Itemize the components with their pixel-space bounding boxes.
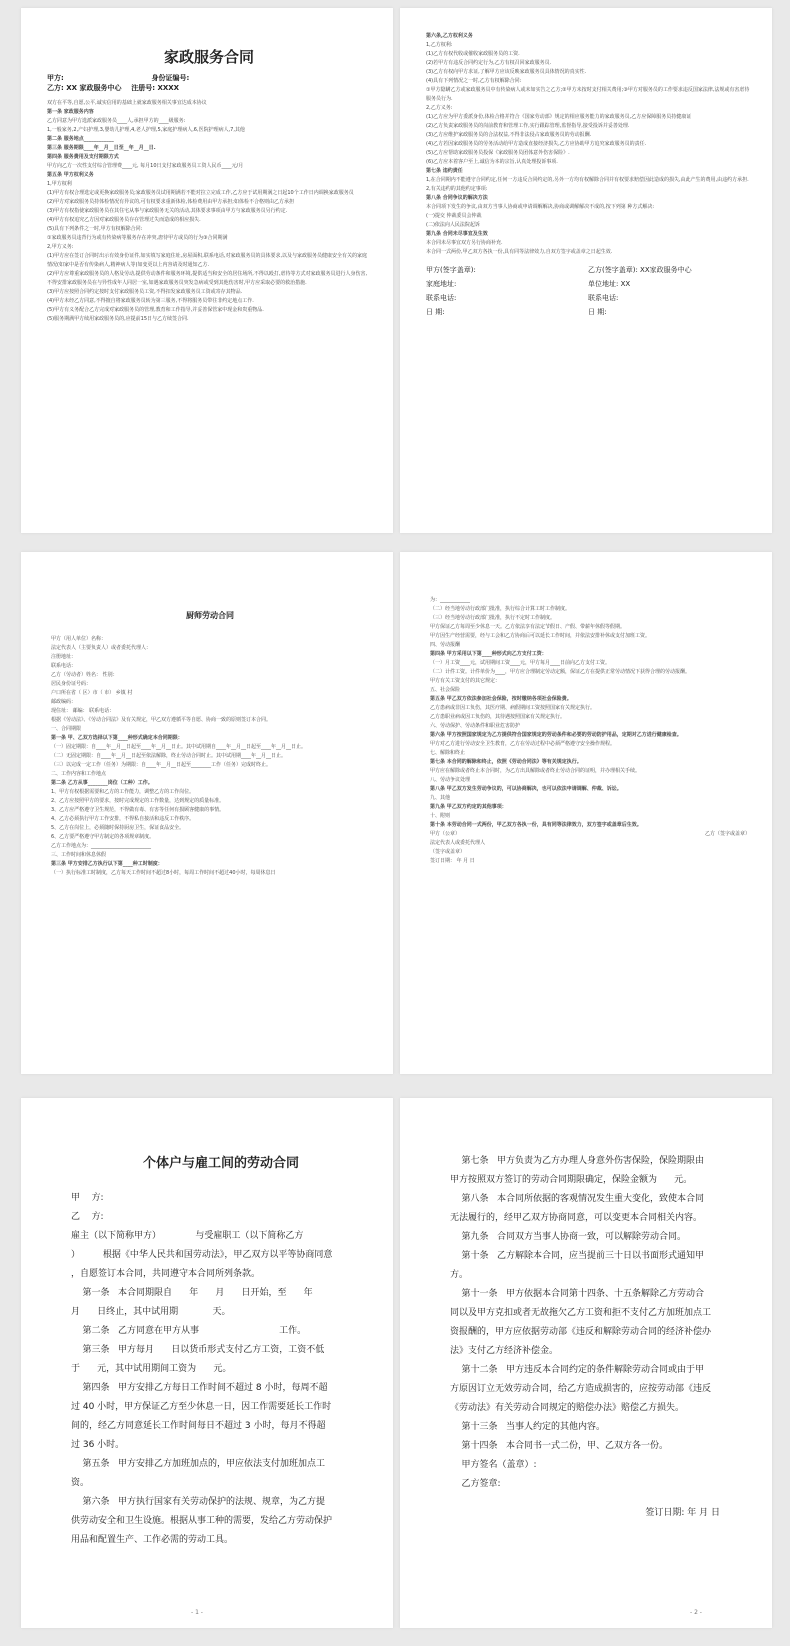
text-line: 第二条 乙方同意在甲方从事 工作。	[71, 1326, 307, 1336]
text-line: 第四条 甲方安排乙方每日工作时间不超过 8 小时，每周不超	[71, 1383, 328, 1393]
text-line: 6、乙方要严格遵守甲方制定的各项规章制度。	[51, 834, 155, 840]
signature-line: 签订日期： 年 月 日	[430, 858, 475, 864]
page2-signature-block	[426, 263, 750, 319]
text-line: 方原因订立无效劳动合同，给乙方造成损害的，应按劳动部《违反	[450, 1384, 712, 1394]
text-line: （二）计件工资。计件单价为____，甲方应合理制定劳动定额，保证乙方在提供正常劳动情况下获得合理的劳动报酬。	[430, 669, 691, 675]
text-line: 甲方（用人单位）名称：	[51, 636, 107, 642]
text-line: （三）经当地劳动行政部门批准，执行不定时工作制度。	[430, 615, 556, 621]
text-line: 2,甲方义务:	[47, 244, 74, 250]
text-line: 1,甲方权利	[47, 181, 72, 187]
text-line: 第九条 合同双方当事人协商一致，可以解除劳动合同。	[450, 1232, 687, 1242]
contract-page-5	[21, 1098, 393, 1628]
signature-line: 甲方（公章）	[430, 831, 461, 837]
text-line: 2,乙方义务:	[426, 105, 453, 111]
text-line: 第五条 甲方安排乙方加班加点的，甲应依法支付加班加点工	[71, 1459, 326, 1469]
text-line: (5)具有下列条件之一时,甲方有权解除合同:	[47, 226, 143, 232]
text-line: 第三条 甲方安排乙方执行以下第____种工时制度：	[51, 861, 163, 867]
text-line: 本合同未尽事宜双方另行协商补充.	[426, 240, 503, 246]
text-line: 甲方保证乙方每周至少休息一天。乙方依法享有法定节假日、产假、带薪年休假等假期。	[430, 624, 626, 630]
text-line: 九、其他	[430, 795, 451, 801]
text-line: 第六条,乙方权利义务	[426, 33, 473, 39]
text-line: 第七条 违约责任	[426, 168, 463, 174]
text-line: 间的，经乙方同意延长工作时间每日不超过 3 小时，每月不得超	[71, 1421, 326, 1431]
text-line: 《劳动法》有关劳动合同规定的赔偿办法》赔偿乙方损失。	[450, 1403, 685, 1413]
page6-number: - 2 -	[690, 1609, 702, 1616]
text-line: 乙 方:	[71, 1212, 104, 1222]
page1-body	[47, 99, 371, 324]
signature-row	[426, 277, 750, 291]
text-line: 甲方签名（盖章）:	[450, 1460, 537, 1470]
text-line: 乙方（劳动者）姓名： 性别：	[51, 672, 118, 678]
sign-date-line: 签订日期: 年 月 日	[645, 1508, 720, 1518]
party-a-line	[47, 73, 371, 83]
text-line: （三）以完成一定工作（任务）为期限：自____年__月__日起至________工作（任务）完成时终止。	[51, 762, 272, 768]
text-line: 月 日终止，其中试用期 天。	[71, 1307, 231, 1317]
text-line: (5)服务期满甲方续用家政服务员的,应提前15日与乙方续签合同.	[47, 316, 189, 322]
contract-page-6	[400, 1098, 772, 1628]
text-line: 法定代表人（主要负责人）或者委托代理人：	[51, 645, 152, 651]
page3-body	[51, 635, 369, 878]
text-line: 第一条 甲、乙双方选择以下第____种形式确定本合同期限：	[51, 735, 183, 741]
text-line: ） 根据《中华人民共和国劳动法》，甲乙双方以平等协商同意	[71, 1250, 333, 1260]
text-line: 第十条 乙方解除本合同，应当提前三十日以书面形式通知甲	[450, 1251, 705, 1261]
text-line: 过 40 小时，甲方保证乙方至少休息一日，因工作需要延长工作时	[71, 1402, 332, 1412]
text-line: 甲方对乙方进行劳动安全卫生教育，乙方在劳动过程中必须严格遵守安全操作规程。	[430, 741, 616, 747]
contract-page-4	[400, 552, 772, 1074]
text-line: (4)甲方未经乙方同意,不得擅自将家政服务员转为第三服务,不得将服务员带往非约定地点工作.	[47, 298, 254, 304]
text-line: 五、社会保险	[430, 687, 461, 693]
contract-page-3	[21, 552, 393, 1074]
text-line: 本合同一式两份,甲乙双方各执一份,具有同等法律效力,自双方签字或盖章之日起生效.	[426, 249, 613, 255]
text-line: 本合同项下发生的争议,由双方当事人协商或申请调解解决,协商或调解解决不成的,按下列第 种方式解决:	[426, 204, 655, 210]
text-line: 第二条 服务地点____________	[47, 136, 114, 142]
text-line: 第五条 甲方权利义务	[47, 172, 94, 178]
text-line: (1)甲方应在签订合同时出示有效身份证件,如实填写家庭住址,房屋面积,联系电话,对家政服务员的具体要求,以及与家政服务员健康安全有关的家庭情况(如家中是否有传染病人,精神病人等)如变更以上内容请及时通知乙方.	[47, 253, 368, 268]
text-line: 户口所在省（ 区）市（ 市） 乡镇 村	[51, 690, 133, 696]
text-line: 1,一般家务,2,产妇护理,3,婴幼儿护理,4,老人护理,5,家庭护理病人,6,医院护理病人,7,其他	[47, 127, 245, 133]
text-line: 七、解除和终止	[430, 750, 466, 756]
text-line: 邮政编码：	[51, 699, 77, 705]
text-line: (1)乙方应为甲方委派身份,体检合格并符合《国家劳动部》规定的相应服务能力的家政服务员,乙方应保障服务员持健康证	[426, 114, 692, 120]
page6-body	[450, 1152, 750, 1494]
text-line: 甲方因生产经营需要，经与工会和乙方协商后可以延长工作时间，并依法安排补休或支付加班工资。	[430, 633, 651, 639]
text-line: （一）月工资____元，试用期间工资____元，甲方每月____日前向乙方支付工资。	[430, 660, 611, 666]
text-line: ①家政服务员违背行为或有传染病等服务存在冲突,唐待甲方或员的行为③合同期满	[47, 235, 228, 241]
page4-signature-a	[430, 830, 485, 866]
text-line: 2、乙方应按照甲方的要求，按时完成规定的工作数量，达到规定的质量标准。	[51, 798, 225, 804]
text-line: 第四条 服务费用及支付期限方式	[47, 154, 119, 160]
text-line: 第九条 甲乙双方约定的其他事项：	[430, 804, 507, 810]
text-line: 六、劳动保护、劳动条件和职业危害防护	[430, 723, 521, 729]
text-line: 过 36 小时。	[71, 1440, 125, 1450]
text-line: 三、工作时间和休息休假	[51, 852, 107, 858]
signature-field: 联系电话:	[426, 294, 457, 302]
text-line: 3、乙方应严格遵守卫生规范，不得做有毒、有害等任何有损顾客健康的事情。	[51, 807, 225, 813]
text-line: 现住址： 邮编： 联系电话：	[51, 708, 115, 714]
text-line: 雇主（以下简称甲方） 与受雇职工（以下简称乙方	[71, 1231, 304, 1241]
page5-number: - 1 -	[191, 1609, 203, 1616]
text-line: （二）无固定期限：自____年__月__日起至依法解除，终止劳动合同时止。其中试用期____年__月__日止。	[51, 753, 287, 759]
text-line: 1,乙方权利:	[426, 42, 453, 48]
signature-field: 乙方(签字盖章): XX家政服务中心	[588, 266, 692, 274]
signature-row	[426, 305, 750, 319]
contract-page-2	[400, 8, 772, 533]
id-label: 身份证编号:	[151, 74, 190, 82]
text-line: (1)乙方有权代收或催收家政服务员的工资.	[426, 51, 520, 57]
text-line: (4)乙方若因家政服务员的劳务活动给甲方造成直接经济损失,乙方应协助甲方追究家政服务员的责任.	[426, 141, 647, 147]
text-line: 法》支付乙方经济补偿金。	[450, 1346, 559, 1356]
text-line: 方。	[450, 1270, 469, 1280]
page4-body	[430, 596, 750, 830]
signature-row	[426, 263, 750, 277]
signature-field: 日 期:	[588, 308, 607, 316]
text-line: (6)乙方应本着客户至上,诚信为本的宗旨,认真处理投诉事项.	[426, 159, 558, 165]
text-line: (2)甲方对家政服务员持体检情况有异议的,可有权要求重新体检,体检费用由甲方承担;如体检不合格则由乙方承担	[47, 199, 294, 205]
text-line: 双方在平等,自愿,公平,诚实信用的基础上就家政服务相关事宜达成本协议	[47, 100, 207, 106]
text-line: (二)依法向人民法院起诉	[426, 222, 480, 228]
text-line: 乙方患病或非因工负伤，其医疗期、病假期间工资按照国家有关规定执行。	[430, 705, 596, 711]
signature-field: 甲方(签字盖章):	[426, 266, 476, 274]
text-line: (2)甲方应尊重家政服务员的人格及劳动,提供劳动条件和服务环境,提供适当和安全的居住场所,不得以殴打,虐待等方式对家政服务员进行人身伤害,不得安排家政服务员在与异性成年人同居一室,如遇家政服务员突发急病或受到其他伤害时,甲方应采取必要的救治措施.	[47, 271, 368, 286]
text-line: (3)甲方有权指使家政服务员在其住宅从事与家政服务无关的活动,其体要求事项由甲方与家政服务员另行约定.	[47, 208, 288, 214]
party-a-label: 甲方:	[47, 74, 64, 82]
text-line: 第五条 甲乙双方依法参加社会保险，按时缴纳各项社会保险费。	[430, 696, 572, 702]
text-line: (3)甲方应按照合同约定按时支付家政服务员工资,不得扣发家政服务员工资或寄存其物品.	[47, 289, 243, 295]
text-line: (2)乙方负责家政服务员的岗前教育和管理工作,实行跟踪管理,监督指导,接受投诉并妥善处理.	[426, 123, 630, 129]
text-line: 资报酬的，甲方应依据劳动部《违反和解除劳动合同的经济补偿办	[450, 1327, 712, 1337]
text-line: （一）执行标准工时制度，乙方每天工作时间不超过8小时，每周工作时间不超过40小时，每周休息日	[51, 870, 276, 876]
text-line: (3)乙方有权向甲方求证,了解甲方应该反映家政服务员具体情况的真实性.	[426, 69, 587, 75]
text-line: 乙方患职业病或因工负伤的，其待遇按照国家有关规定执行。	[430, 714, 566, 720]
signature-row	[426, 291, 750, 305]
text-line: 甲 方:	[71, 1193, 104, 1203]
text-line: 1、甲方有权根据需要和乙方的工作能力，调整乙方的工作岗位。	[51, 789, 195, 795]
text-line: 甲方按照双方签订的劳动合同期限确定，保险金额为 元。	[450, 1175, 693, 1185]
text-line: 第二条 乙方从事________岗位（工种）工作。	[51, 780, 153, 786]
page1-title: 家政服务合同	[163, 48, 254, 66]
text-line: 第一条 本合同期限自 年 月 日开始，至 年	[71, 1288, 313, 1298]
text-line: ，自愿签订本合同，共同遵守本合同所列条款。	[71, 1269, 261, 1279]
text-line: ①甲方隐瞒乙方或家政服务员中有传染病人或未如实告之乙方;②甲方未按时支付相关费用;③甲方对服务员的工作要求违反国家法律,法规或有害虐待服务员行为.	[426, 87, 750, 102]
text-line: 于 元，其中试用期间工资为 元。	[71, 1364, 232, 1374]
signature-field: 家庭地址:	[426, 280, 457, 288]
text-line: 供劳动安全和卫生设施。根据从事工种的需要，发给乙方劳动保护	[71, 1516, 333, 1526]
signature-field: 单位地址: XX	[588, 280, 631, 288]
text-line: 甲方应在解除或者终止本合同时，为乙方出具解除或者终止劳动合同的证明，并办理相关手续。	[430, 768, 641, 774]
text-line: 5、乙方在岗位上，必须随时保持厨房卫生，保证食品安全。	[51, 825, 185, 831]
text-line: 4、乙方必须执行甲方工作安排，不得私自接活和违反工作秩序。	[51, 816, 195, 822]
text-line: 第七条 甲方负责为乙方办理人身意外伤害保险，保险期限由	[450, 1156, 705, 1166]
text-line: 第八条 合同争议的解决方法	[426, 195, 488, 201]
text-line: 第十条 本劳动合同一式两份，甲乙双方各执一份，具有同等法律效力，双方签字或盖章后生效。	[430, 822, 642, 828]
signature-line: 法定代表人或委托代理人	[430, 840, 486, 846]
text-line: (5)乙方应帮助家政服务员投保《家政服务员团体意外伤害保险》.	[426, 150, 570, 156]
page4-signature-b: 乙方（签字或盖章）	[704, 831, 750, 837]
text-line: 四、劳动报酬	[430, 642, 461, 648]
text-line: (4)具有下列情况之一时,乙方有权解除合同:	[426, 78, 522, 84]
signature-line: （签字或盖章）	[430, 849, 466, 855]
text-line: 第七条 本合同的解除和终止，依照《劳动合同法》等有关规定执行。	[430, 759, 582, 765]
text-line: 乙方工作地点为：________________________	[51, 843, 152, 849]
text-line: 二、工作内容和工作地点	[51, 771, 107, 777]
text-line: 第八条 甲乙双方发生劳动争议的，可以协商解决，也可以依法申请调解、仲裁、诉讼。	[430, 786, 622, 792]
text-line: 乙方同意为甲方选派家政服务员____人,承担甲方的____级服务:	[47, 118, 186, 124]
text-line: 第四条 甲方采用以下第____种形式向乙方支付工资：	[430, 651, 547, 657]
page4-signature-block	[430, 830, 750, 866]
text-line: （二）经当地劳动行政部门批准，执行综合计算工时工作制度。	[430, 606, 571, 612]
text-line: 第十二条 甲方违反本合同约定的条件解除劳动合同或由于甲	[450, 1365, 705, 1375]
text-line: 为：____________	[430, 597, 471, 603]
text-line: 十、附则	[430, 813, 451, 819]
text-line: 联系电话：	[51, 663, 77, 669]
text-line: 2,有关违约的其他约定事项:	[426, 186, 488, 192]
text-line: 注册地址：	[51, 654, 77, 660]
text-line: 同以及甲方克扣或者无故拖欠乙方工资和拒不支付乙方加班加点工	[450, 1308, 712, 1318]
text-line: 第六条 甲方按照国家规定为乙方提供符合国家规定的劳动条件和必要的劳动防护用品，定期对乙方进行健康检查。	[430, 732, 682, 738]
text-line: 甲方有关工资支付的其它规定：	[430, 678, 501, 684]
text-line: (3)乙方应维护家政服务员的合法权益,不得非法侵占家政服务员的劳动报酬.	[426, 132, 592, 138]
text-line: 1,在合同期内不能遵守合同约定,任何一方违反合同约定的,另外一方均有权解除合同并有权要求赔偿因此造成的损失,由此产生的费用,由违约方承担.	[426, 177, 749, 183]
page5-body	[71, 1189, 371, 1550]
text-line: (一)提交 仲裁委员会仲裁	[426, 213, 482, 219]
text-line: 第三条 甲方每月 日以货币形式支付乙方工资，工资不低	[71, 1345, 325, 1355]
signature-field: 联系电话:	[588, 294, 619, 302]
text-line: (5)甲方有义务配合乙方完成对家政服务员的管理,教育和工作指导,并妥善保管家中现金和贵重物品.	[47, 307, 264, 313]
text-line: 第十三条 当事人约定的其他内容。	[450, 1422, 606, 1432]
contract-page-1	[21, 8, 393, 533]
page3-title: 厨师劳动合同	[186, 611, 234, 620]
text-line: 乙方签章:	[450, 1479, 501, 1489]
text-line: 用品和配置生产、工作必需的劳动工具。	[71, 1535, 234, 1545]
signature-field: 日 期:	[426, 308, 445, 316]
text-line: 第三条 服务期限____年__月__日至__年__月__日.	[47, 145, 156, 151]
text-line: 第八条 本合同所依据的客观情况发生重大变化，致使本合同	[450, 1194, 705, 1204]
text-line: 第一条 家政服务内容	[47, 109, 94, 115]
text-line: (2)若甲方有违反合同约定行为,乙方有权召回家政服务员.	[426, 60, 552, 66]
text-line: (1)甲方有权合理选定或更换家政服务员;家政服务员试用期满若不能对拉立完成工作,乙方应于试用期满之日起10个工作日内调换家政服务员	[47, 190, 354, 196]
text-line: 第十一条 甲方依据本合同第十四条、十五条解除乙方劳动合	[450, 1289, 705, 1299]
text-line: 无法履行的，经甲乙双方协商同意，可以变更本合同相关内容。	[450, 1213, 703, 1223]
text-line: 第十四条 本合同书一式二份，甲、乙双方各一份。	[450, 1441, 669, 1451]
party-b-line: 乙方: XX 家政服务中心 注册号: XXXX	[47, 84, 180, 92]
page2-body	[426, 32, 750, 257]
text-line: 八、劳动争议处理	[430, 777, 471, 783]
text-line: 甲方向乙方一次性支付综合管理费____元, 每月10日支付家政服务员工资人民币____元/月	[47, 163, 244, 169]
text-line: 根据《劳动法》、《劳动合同法》及有关规定，甲乙双方遵循平等自愿、协商一致的原则签订本合同。	[51, 717, 272, 723]
text-line: 第九条 合同未尽事宜及生效	[426, 231, 488, 237]
text-line: 资。	[71, 1478, 90, 1488]
text-line: 一、合同期限	[51, 726, 82, 732]
text-line: 居民身份证号码：	[51, 681, 92, 687]
text-line: 第六条 甲方执行国家有关劳动保护的法规、规章，为乙方提	[71, 1497, 326, 1507]
page5-title: 个体户与雇工间的劳动合同	[142, 1156, 299, 1171]
text-line: (4)甲方有权追究乙方因对家政服务员存在管理过失而造成的相应损失.	[47, 217, 201, 223]
text-line: （一）固定期限：自____年__月__日起至____年__月__日止。其中试用期自____年__月__日起至____年__月__日止。	[51, 744, 307, 750]
